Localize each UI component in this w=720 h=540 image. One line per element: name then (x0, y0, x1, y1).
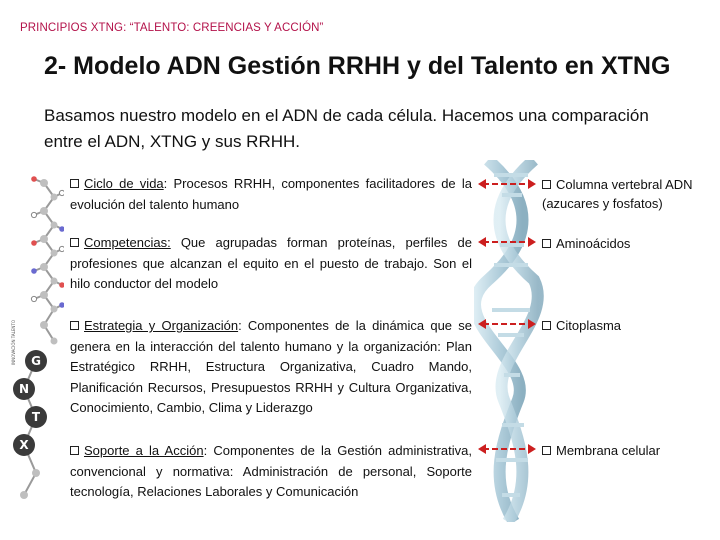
item-term: Ciclo de vida (84, 176, 164, 191)
logo-letter: T (31, 410, 41, 424)
checkbox-bullet-icon (70, 179, 79, 188)
checkbox-bullet-icon (70, 446, 79, 455)
item-description: : Componentes de la dinámica que se genera en la interacción del talento humano y la organización: Plan Estratégico RRHH, Estructura Organizativa, Cuadro Mando, Planificación Recursos, Presupuestos RRHH y Cultura Organizativa, Conocimiento, Cambio, Clima y Liderazgo (70, 318, 472, 415)
item-estrategia-organizacion (70, 316, 472, 419)
dna-helix-image (474, 160, 548, 522)
checkbox-bullet-icon (70, 238, 79, 247)
item-competencias (70, 233, 472, 295)
logo-letter: G (31, 354, 41, 368)
checkbox-bullet-icon (70, 321, 79, 330)
logo-letter: N (18, 382, 30, 396)
dna-label: Columna vertebral ADN (azucares y fosfatos) (542, 177, 693, 211)
checkbox-bullet-icon (542, 180, 551, 189)
dna-label: Citoplasma (556, 318, 622, 333)
comparison-arrow (478, 318, 536, 330)
xtng-molecule-logo (8, 175, 64, 505)
checkbox-bullet-icon (542, 239, 551, 248)
item-description: : Componentes de la Gestión administrativa, convencional y normativa: Administración de personal, Soporte tecnología, Relaciones Laborales y Comunicación (70, 443, 472, 499)
comparison-arrow (478, 178, 536, 190)
comparison-arrow (478, 443, 536, 455)
item-description: : Procesos RRHH, componentes facilitadores de la evolución del talento humano (70, 176, 472, 212)
logo-side-text: INNOVACIÓN TALENTO (11, 320, 16, 365)
checkbox-bullet-icon (542, 446, 551, 455)
dna-item-aminoacidos (542, 234, 712, 253)
checkbox-bullet-icon (542, 321, 551, 330)
item-term: Competencias: (84, 235, 171, 250)
dna-item-citoplasma (542, 316, 712, 335)
logo-letter: X (19, 438, 29, 452)
dna-item-membrana (542, 441, 712, 460)
item-term: Estrategia y Organización (84, 318, 239, 333)
page-subtitle: Basamos nuestro modelo en el ADN de cada célula. Hacemos una comparación entre el ADN, XTNG y sus RRHH. (44, 106, 649, 151)
item-description: Que agrupadas forman proteínas, perfiles de profesiones que alcanzan el equito en el puesto de trabajo. Son el hilo conductor del modelo (70, 235, 472, 291)
comparison-arrow (478, 236, 536, 248)
item-ciclo-de-vida (70, 174, 472, 215)
dna-label: Aminoácidos (556, 236, 631, 251)
page-title: 2- Modelo ADN Gestión RRHH y del Talento en XTNG (44, 52, 671, 80)
item-term: Soporte a la Acción (84, 443, 204, 458)
section-tag: PRINCIPIOS XTNG: “TALENTO: CREENCIAS Y ACCIÓN” (20, 22, 324, 34)
dna-label: Membrana celular (556, 443, 661, 458)
item-soporte-accion (70, 441, 472, 503)
dna-item-columna-vertebral (542, 175, 712, 213)
